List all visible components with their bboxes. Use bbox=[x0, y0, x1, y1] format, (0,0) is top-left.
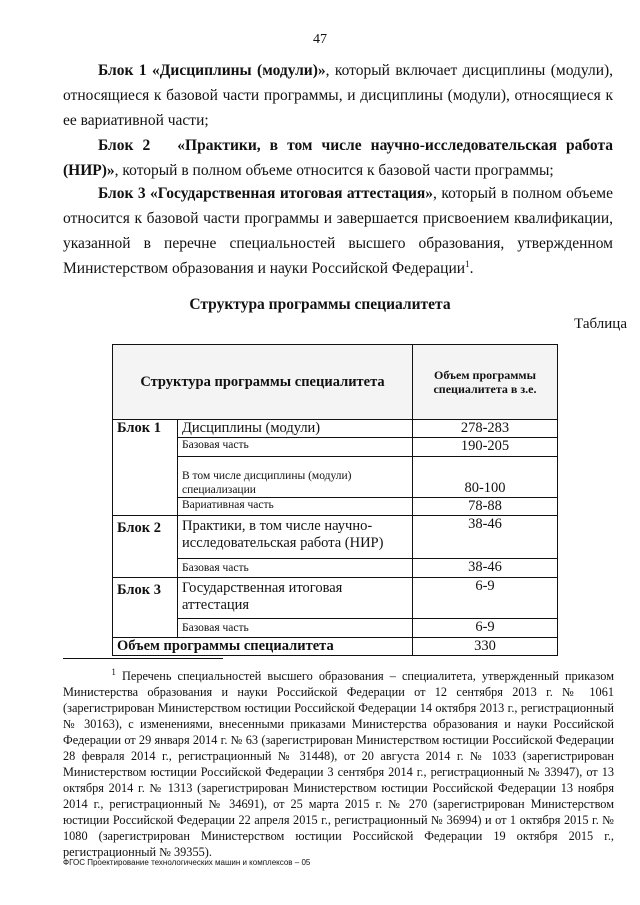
block2-cell: Блок 2 bbox=[113, 516, 178, 559]
block1-var-value: 78-88 bbox=[413, 498, 558, 516]
block2-base: Базовая часть bbox=[178, 559, 413, 578]
table-header-row bbox=[113, 345, 558, 420]
block2-label: Блок 2 bbox=[98, 137, 151, 154]
block3-text: , который в полном объеме относится к базовой части программы и завершается присвоением квалификации, указанной в перечне специальностей высшего образования, утвержденном Министерством образования и науки Российской Федерации bbox=[63, 185, 613, 277]
block3-main-value: 6-9 bbox=[413, 578, 558, 619]
block1-spec-value: 80-100 bbox=[413, 457, 558, 498]
block1-cell: Блок 1 bbox=[113, 420, 178, 438]
structure-table bbox=[112, 344, 558, 656]
table-row bbox=[113, 578, 558, 619]
block2-base-value: 38-46 bbox=[413, 559, 558, 578]
block1-main-value: 278-283 bbox=[413, 420, 558, 438]
block2-name: «Практики, в том числе научно-исследовательская работа (НИР)» bbox=[63, 137, 614, 179]
table-row bbox=[113, 619, 558, 638]
footnote bbox=[63, 668, 614, 860]
table-row bbox=[113, 559, 558, 578]
block3-end: . bbox=[469, 260, 474, 277]
footnote-divider bbox=[63, 658, 223, 659]
block2-text: , который в полном объеме относится к базовой части программы; bbox=[114, 162, 554, 179]
block1-label: Блок 1 bbox=[98, 62, 147, 79]
block3-label: Блок 3 bbox=[98, 185, 146, 202]
paragraph-block1 bbox=[63, 58, 613, 133]
table-total-row bbox=[113, 638, 558, 656]
block3-cell: Блок 3 bbox=[113, 578, 178, 619]
paragraph-block3 bbox=[63, 181, 613, 281]
page-number: 47 bbox=[313, 32, 327, 47]
table-row bbox=[113, 438, 558, 457]
total-value: 330 bbox=[413, 638, 558, 656]
footnote-text: Перечень специальностей высшего образования – специалитета, утвержденный приказом Министерства образования и науки Российской Федерации от 12 сентября 2013 г. № 1061 (зарегистрирован Министерством юстиции Российской Федерации 14 октября 2013 г., регистрационный № 30163), с изменениями, внесенными приказами Министерства образования и науки Российской Федерации от 29 января 2014 г. № 63 (зарегистрирован Министерством юстиции Российской Федерации 28 февраля 2014 г., регистрационный № 31448), от 20 августа 2014 г. № 1033 (зарегистрирован Министерством юстиции Российской Федерации 3 сентября 2014 г., регистрационный № 33947), от 13 октября 2014 г. № 1313 (зарегистрирован Министерством юстиции Российской Федерации 13 ноября 2014 г., регистрационный № 34691), от 25 марта 2015 г. № 270 (зарегистрирован Министерством юстиции Российской Федерации 22 апреля 2015 г., регистрационный № 36994) и от 1 октября 2015 г. № 1080 (зарегистрирован Министерством юстиции Российской Федерации 19 октября 2015 г., регистрационный № 39355). bbox=[63, 669, 614, 859]
table-row bbox=[113, 420, 558, 438]
block1-main: Дисциплины (модули) bbox=[178, 420, 413, 438]
block1-spec: В том числе дисциплины (модули) специализации bbox=[178, 457, 413, 498]
block2-main: Практики, в том числе научно-исследовательская работа (НИР) bbox=[178, 516, 413, 559]
block2-main-value: 38-46 bbox=[413, 516, 558, 559]
table-label: Таблица bbox=[574, 316, 627, 332]
block3-base-value: 6-9 bbox=[413, 619, 558, 638]
block1-text: , который включает дисциплины (модули), относящиеся к базовой части программы, и дисциплины (модули), относящиеся к ее вариативной части; bbox=[63, 62, 614, 129]
page-footer: ФГОС Проектирование технологических машин и комплексов – 05 bbox=[63, 858, 311, 867]
block3-name: «Государственная итоговая аттестация» bbox=[150, 185, 434, 202]
block3-main: Государственная итоговая аттестация bbox=[178, 578, 413, 619]
table-row bbox=[113, 498, 558, 516]
table-title: Структура программы специалитета bbox=[189, 296, 451, 313]
paragraph-block2 bbox=[63, 133, 613, 183]
total-label: Объем программы специалитета bbox=[113, 638, 413, 656]
footnote-mark: 1 bbox=[111, 666, 116, 677]
header-volume: Объем программы специалитета в з.е. bbox=[413, 345, 558, 420]
table-row bbox=[113, 457, 558, 498]
table-row bbox=[113, 516, 558, 559]
block3-base: Базовая часть bbox=[178, 619, 413, 638]
block1-var: Вариативная часть bbox=[178, 498, 413, 516]
block1-base: Базовая часть bbox=[178, 438, 413, 457]
footnote-ref: 1 bbox=[465, 258, 470, 269]
header-structure: Структура программы специалитета bbox=[113, 345, 413, 420]
block1-base-value: 190-205 bbox=[413, 438, 558, 457]
block1-name: «Дисциплины (модули)» bbox=[151, 62, 326, 79]
